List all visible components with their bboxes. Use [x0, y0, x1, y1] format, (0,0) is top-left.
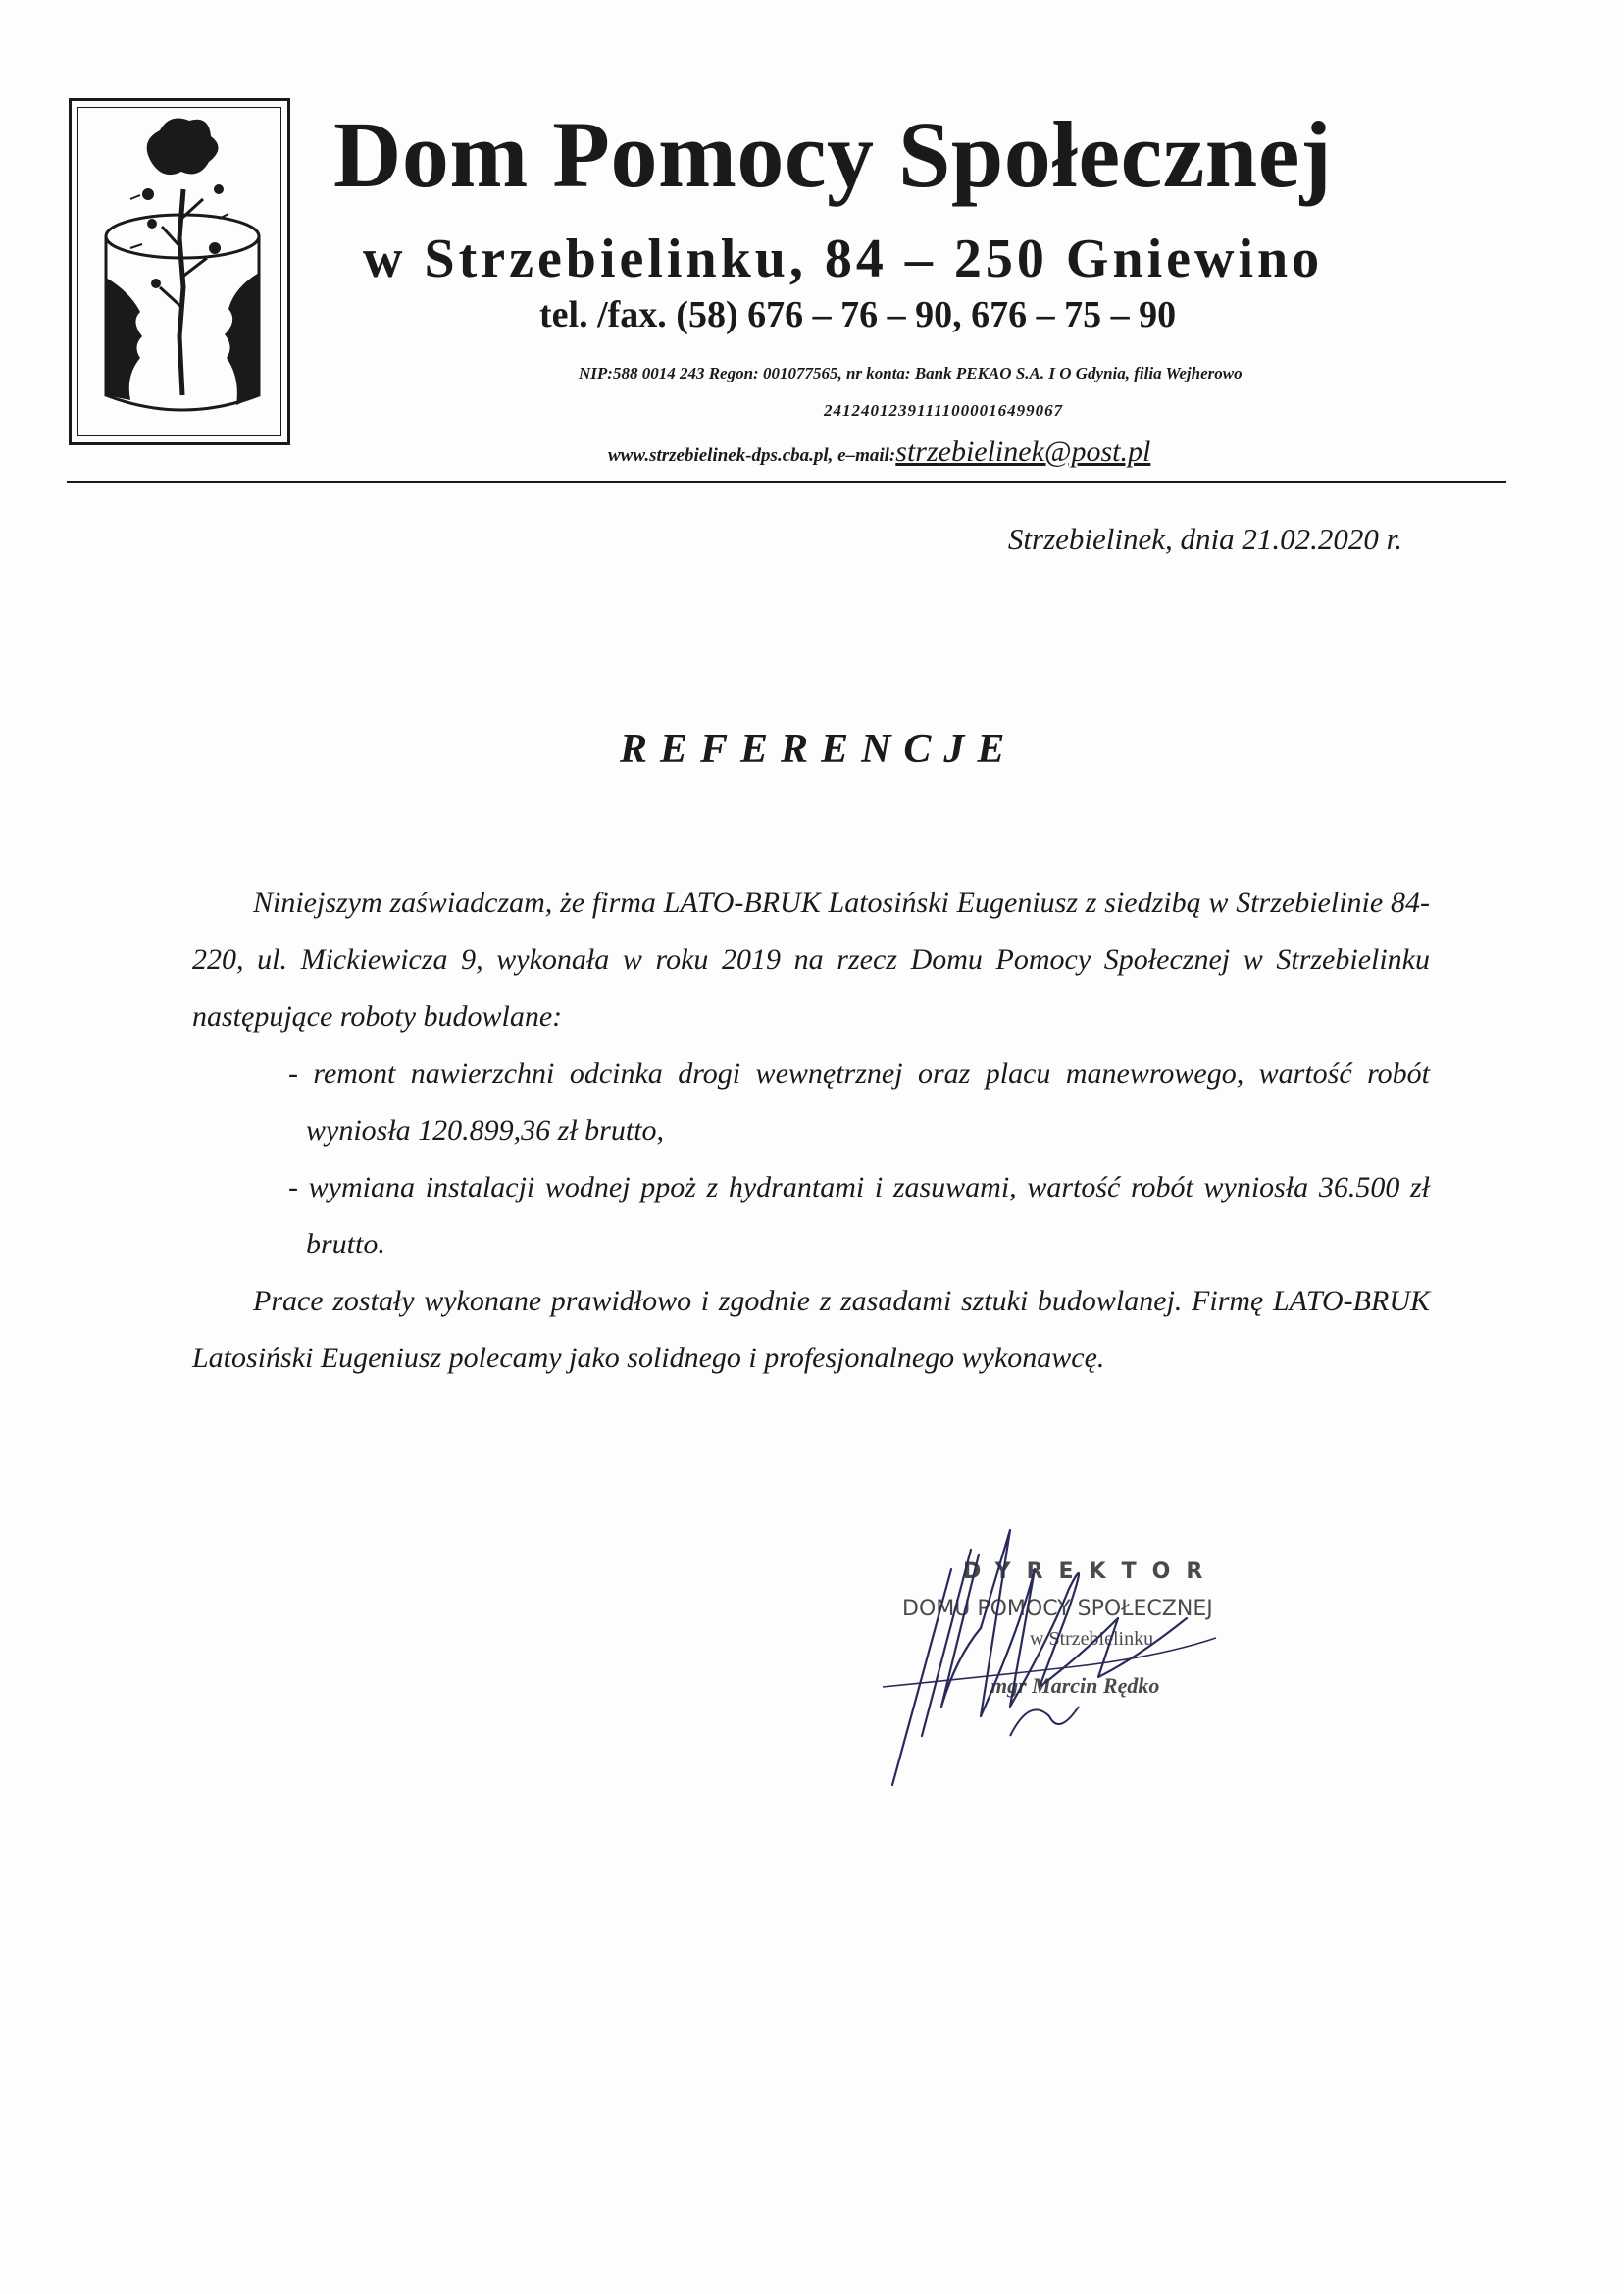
letterhead-divider	[67, 481, 1506, 483]
organization-phone: tel. /fax. (58) 676 – 76 – 90, 676 – 75 – 90	[539, 294, 1177, 335]
organization-bank-info: NIP:588 0014 243 Regon: 001077565, nr konta: Bank PEKAO S.A. I O Gdynia, filia Wejherowo	[579, 364, 1243, 382]
website-text: www.strzebielinek-dps.cba.pl, e–mail:	[608, 445, 896, 466]
organization-address: w Strzebielinku, 84 – 250 Gniewino	[363, 229, 1324, 289]
list-item: - wymiana instalacji wodnej ppoż z hydrantami i zasuwami, wartość robót wyniosła 36.500 zł brutto.	[288, 1171, 1430, 1260]
works-list	[288, 1045, 1430, 1273]
handwritten-signature	[863, 1510, 1236, 1805]
email-link[interactable]: strzebielinek@post.pl	[895, 435, 1151, 468]
date-line: Strzebielinek, dnia 21.02.2020 r.	[1007, 522, 1402, 556]
stamp-line-institution: DOMU POMOCY SPOŁECZNEJ	[902, 1597, 1213, 1621]
list-item: - remont nawierzchni odcinka drogi wewnętrznej oraz placu manewrowego, wartość robót wyniosła 120.899,36 zł brutto,	[288, 1057, 1430, 1147]
paragraph-intro: Niniejszym zaświadczam, że firma LATO-BRUK Latosiński Eugeniusz z siedzibą w Strzebielinie 84-220, ul. Mickiewicza 9, wykonała w roku 2019 na rzecz Domu Pomocy Społecznej w Strzebielinku następujące roboty budowlane:	[192, 887, 1430, 1033]
document-title: REFERENCJE	[620, 727, 1018, 772]
stamp-line-person: mgr Marcin Rędko	[990, 1673, 1160, 1698]
organization-contact-line	[608, 437, 1393, 467]
tree-and-faces-logo-icon	[72, 101, 293, 448]
organization-name: Dom Pomocy Społecznej	[333, 102, 1333, 207]
stamp-line-location: w Strzebielinku	[1030, 1628, 1154, 1650]
logo	[69, 98, 290, 445]
stamp-line-title: DYREKTOR	[963, 1559, 1219, 1584]
organization-account-number: 24124012391111000016499067	[824, 401, 1064, 420]
paragraph-recommendation: Prace zostały wykonane prawidłowo i zgodnie z zasadami sztuki budowlanej. Firmę LATO-BRUK Latosiński Eugeniusz polecamy jako solidnego i profesjonalnego wykonawcę.	[192, 1285, 1430, 1374]
